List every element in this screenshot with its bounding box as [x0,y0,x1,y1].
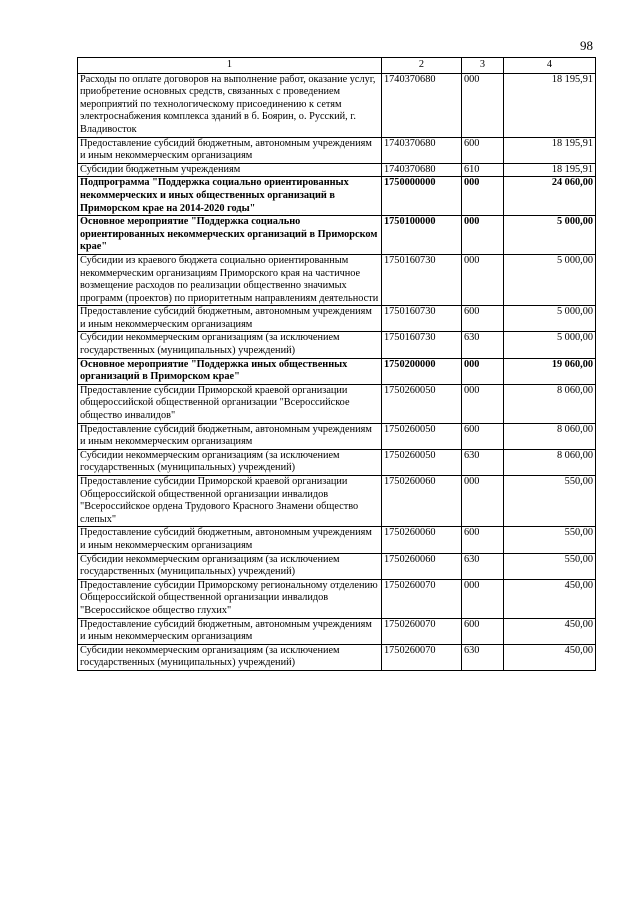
header-col-4: 4 [504,58,596,74]
row-name: Предоставление субсидий бюджетным, автономным учреждениям и иным некоммерческим организациям [78,306,382,332]
table-header-row [78,58,596,74]
row-code: 1740370680 [382,163,462,177]
row-code: 1750260070 [382,579,462,618]
table-row [78,579,596,618]
row-type: 000 [462,358,504,384]
row-code: 1740370680 [382,73,462,137]
row-code: 1750200000 [382,358,462,384]
row-amount: 19 060,00 [504,358,596,384]
page-number: 98 [580,38,593,53]
table-row [78,332,596,358]
header-col-2: 2 [382,58,462,74]
row-code: 1750260060 [382,476,462,527]
row-name: Расходы по оплате договоров на выполнение работ, оказание услуг, приобретение основных средств, связанных с проведением мероприятий по технологическому присоединению к сетям электроснабжения комплекса зданий в б. Боярин, о. Русский, г. Владивосток [78,73,382,137]
row-type: 600 [462,527,504,553]
row-amount: 18 195,91 [504,73,596,137]
table-row [78,177,596,216]
table-row [78,384,596,423]
row-type: 000 [462,177,504,216]
row-amount: 550,00 [504,553,596,579]
row-name: Предоставление субсидии Приморской краевой организации общероссийской общественной организации "Всероссийское общество инвалидов" [78,384,382,423]
row-amount: 5 000,00 [504,254,596,305]
row-name: Предоставление субсидий бюджетным, автономным учреждениям и иным некоммерческим организациям [78,618,382,644]
row-code: 1750260060 [382,527,462,553]
table-row [78,358,596,384]
row-name: Предоставление субсидии Приморскому региональному отделению Общероссийской общественной организации инвалидов "Всероссийское общество глухих" [78,579,382,618]
row-type: 630 [462,449,504,475]
row-amount: 450,00 [504,579,596,618]
row-type: 000 [462,476,504,527]
row-type: 600 [462,137,504,163]
row-amount: 5 000,00 [504,306,596,332]
row-name: Субсидии некоммерческим организациям (за исключением государственных (муниципальных) учреждений) [78,644,382,670]
row-code: 1750260050 [382,423,462,449]
table-row [78,216,596,255]
table-row [78,306,596,332]
row-amount: 8 060,00 [504,449,596,475]
table-row [78,163,596,177]
row-type: 630 [462,332,504,358]
row-code: 1750160730 [382,332,462,358]
row-code: 1750260050 [382,384,462,423]
budget-table [77,57,596,671]
row-amount: 550,00 [504,527,596,553]
header-col-1: 1 [78,58,382,74]
table-row [78,73,596,137]
row-code: 1750260050 [382,449,462,475]
table-row [78,618,596,644]
row-type: 630 [462,644,504,670]
row-name: Субсидии некоммерческим организациям (за исключением государственных (муниципальных) учреждений) [78,553,382,579]
row-code: 1750000000 [382,177,462,216]
row-name: Субсидии бюджетным учреждениям [78,163,382,177]
row-type: 000 [462,384,504,423]
row-code: 1750260070 [382,618,462,644]
row-code: 1750160730 [382,254,462,305]
row-type: 000 [462,73,504,137]
row-amount: 450,00 [504,644,596,670]
row-amount: 8 060,00 [504,384,596,423]
row-type: 600 [462,423,504,449]
row-name: Предоставление субсидий бюджетным, автономным учреждениям и иным некоммерческим организациям [78,423,382,449]
row-type: 630 [462,553,504,579]
row-code: 1750260070 [382,644,462,670]
table-row [78,254,596,305]
row-amount: 550,00 [504,476,596,527]
row-type: 600 [462,618,504,644]
row-amount: 18 195,91 [504,163,596,177]
table-row [78,476,596,527]
row-name: Субсидии из краевого бюджета социально ориентированным некоммерческим организациям Приморского края на частичное возмещение расходов по реализации общественно значимых программ (проектов) по приоритетным направлениям деятельности [78,254,382,305]
row-code: 1740370680 [382,137,462,163]
row-type: 610 [462,163,504,177]
row-name: Основное мероприятие "Поддержка иных общественных организаций в Приморском крае" [78,358,382,384]
row-amount: 8 060,00 [504,423,596,449]
row-type: 000 [462,216,504,255]
row-amount: 450,00 [504,618,596,644]
row-name: Подпрограмма "Поддержка социально ориентированных некоммерческих и иных общественных организаций в Приморском крае на 2014-2020 годы" [78,177,382,216]
row-name: Субсидии некоммерческим организациям (за исключением государственных (муниципальных) учреждений) [78,332,382,358]
table-row [78,423,596,449]
table-row [78,449,596,475]
row-type: 000 [462,579,504,618]
row-code: 1750100000 [382,216,462,255]
row-type: 000 [462,254,504,305]
table-row [78,137,596,163]
row-name: Предоставление субсидий бюджетным, автономным учреждениям и иным некоммерческим организациям [78,527,382,553]
table-row [78,644,596,670]
row-code: 1750160730 [382,306,462,332]
row-name: Основное мероприятие "Поддержка социально ориентированных некоммерческих организаций в Приморском крае" [78,216,382,255]
row-name: Субсидии некоммерческим организациям (за исключением государственных (муниципальных) учреждений) [78,449,382,475]
row-name: Предоставление субсидии Приморской краевой организации Общероссийской общественной организации инвалидов "Всероссийское ордена Трудового Красного Знамени общество слепых" [78,476,382,527]
row-type: 600 [462,306,504,332]
row-amount: 5 000,00 [504,332,596,358]
header-col-3: 3 [462,58,504,74]
table-row [78,553,596,579]
row-amount: 5 000,00 [504,216,596,255]
row-name: Предоставление субсидий бюджетным, автономным учреждениям и иным некоммерческим организациям [78,137,382,163]
row-amount: 24 060,00 [504,177,596,216]
row-code: 1750260060 [382,553,462,579]
table-row [78,527,596,553]
row-amount: 18 195,91 [504,137,596,163]
